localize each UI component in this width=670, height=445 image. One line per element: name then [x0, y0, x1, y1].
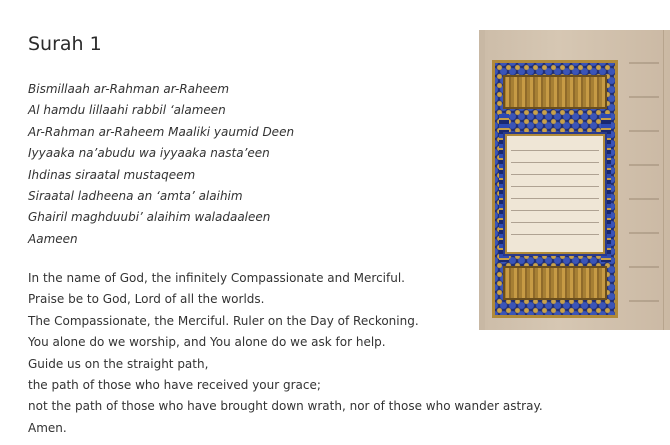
transliteration-line: Ihdinas siraatal mustaqeem: [28, 167, 196, 182]
translation-line: Guide us on the straight path,: [28, 356, 209, 371]
translation-line: the path of those who have received your grace;: [28, 378, 321, 393]
page-title: Surah 1: [28, 33, 102, 55]
transliteration-line: Siraatal ladheena an ‘amta’ alaihim: [28, 189, 243, 204]
translation-line: The Compassionate, the Merciful. Ruler on the Day of Reckoning.: [28, 313, 419, 328]
translation-line: You alone do we worship, and You alone do we ask for help.: [28, 335, 386, 350]
manuscript-image: [479, 30, 670, 330]
transliteration-line: Bismillaah ar-Rahman ar-Raheem: [28, 82, 230, 96]
translation-block: [28, 268, 543, 439]
transliteration-line: Ar-Rahman ar-Raheem Maaliki yaumid Deen: [28, 124, 295, 139]
translation-line: Amen.: [28, 420, 67, 435]
manuscript-script-lines: [511, 144, 599, 244]
transliteration-line: Aameen: [28, 231, 78, 246]
translation-line: In the name of God, the infinitely Compassionate and Merciful.: [28, 271, 405, 285]
transliteration-line: Al hamdu lillaahi rabbil ‘alameen: [28, 103, 226, 118]
manuscript-margin-rule: [663, 30, 664, 330]
transliteration-line: Iyyaaka na’abudu wa iyyaaka nasta’een: [28, 146, 270, 161]
manuscript-margin-script: [629, 40, 659, 320]
gold-header-panel: [503, 75, 607, 109]
transliteration-block: [28, 79, 294, 250]
translation-line: Praise be to God, Lord of all the worlds.: [28, 292, 265, 307]
transliteration-line: Ghairil maghduubi’ alaihim waladaaleen: [28, 210, 271, 225]
translation-line: not the path of those who have brought down wrath, nor of those who wander astray.: [28, 399, 543, 414]
gold-footer-panel: [503, 266, 607, 300]
